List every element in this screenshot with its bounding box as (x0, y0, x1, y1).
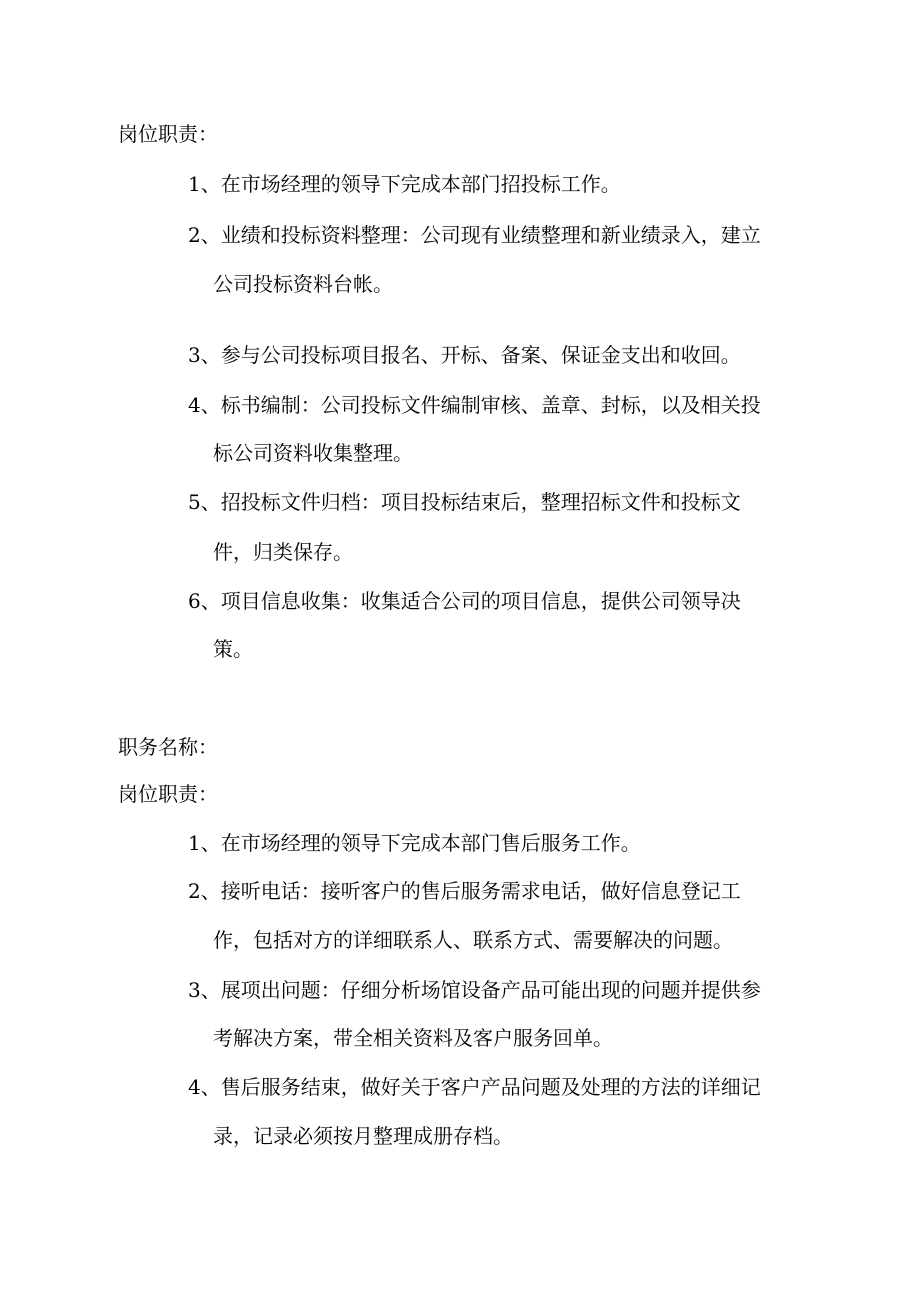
section1-item-6-cont: 策。 (213, 637, 253, 661)
section2-item-2: 2、接听电话：接听客户的售后服务需求电话，做好信息登记工 (188, 879, 741, 903)
section1-item-4: 4、标书编制：公司投标文件编制审核、盖章、封标，以及相关投 (188, 393, 761, 417)
section1-item-5-cont: 件，归类保存。 (213, 540, 353, 564)
section2-heading: 岗位职责： (118, 782, 218, 806)
section2-item-4: 4、售后服务结束，做好关于客户产品问题及处理的方法的详细记 (188, 1075, 761, 1099)
section1-item-4-cont: 标公司资料收集整理。 (213, 441, 413, 465)
section1-item-2-cont: 公司投标资料台帐。 (213, 272, 393, 296)
section1-item-2: 2、业绩和投标资料整理：公司现有业绩整理和新业绩录入，建立 (188, 223, 761, 247)
section1-item-1: 1、在市场经理的领导下完成本部门招投标工作。 (188, 172, 621, 196)
section2-item-3-cont: 考解决方案，带全相关资料及客户服务回单。 (213, 1026, 613, 1050)
section2-item-2-cont: 作，包括对方的详细联系人、联系方式、需要解决的问题。 (213, 928, 733, 952)
section1-item-3: 3、参与公司投标项目报名、开标、备案、保证金支出和收回。 (188, 343, 741, 367)
section2-item-4-cont: 录，记录必须按月整理成册存档。 (213, 1124, 513, 1148)
section1-item-6: 6、项目信息收集：收集适合公司的项目信息，提供公司领导决 (188, 589, 741, 613)
section2-title-label: 职务名称： (118, 735, 218, 759)
section1-heading: 岗位职责： (118, 122, 218, 146)
section2-item-3: 3、展项出问题：仔细分析场馆设备产品可能出现的问题并提供参 (188, 978, 761, 1002)
section2-item-1: 1、在市场经理的领导下完成本部门售后服务工作。 (188, 831, 641, 855)
section1-item-5: 5、招投标文件归档：项目投标结束后，整理招标文件和投标文 (188, 490, 741, 514)
